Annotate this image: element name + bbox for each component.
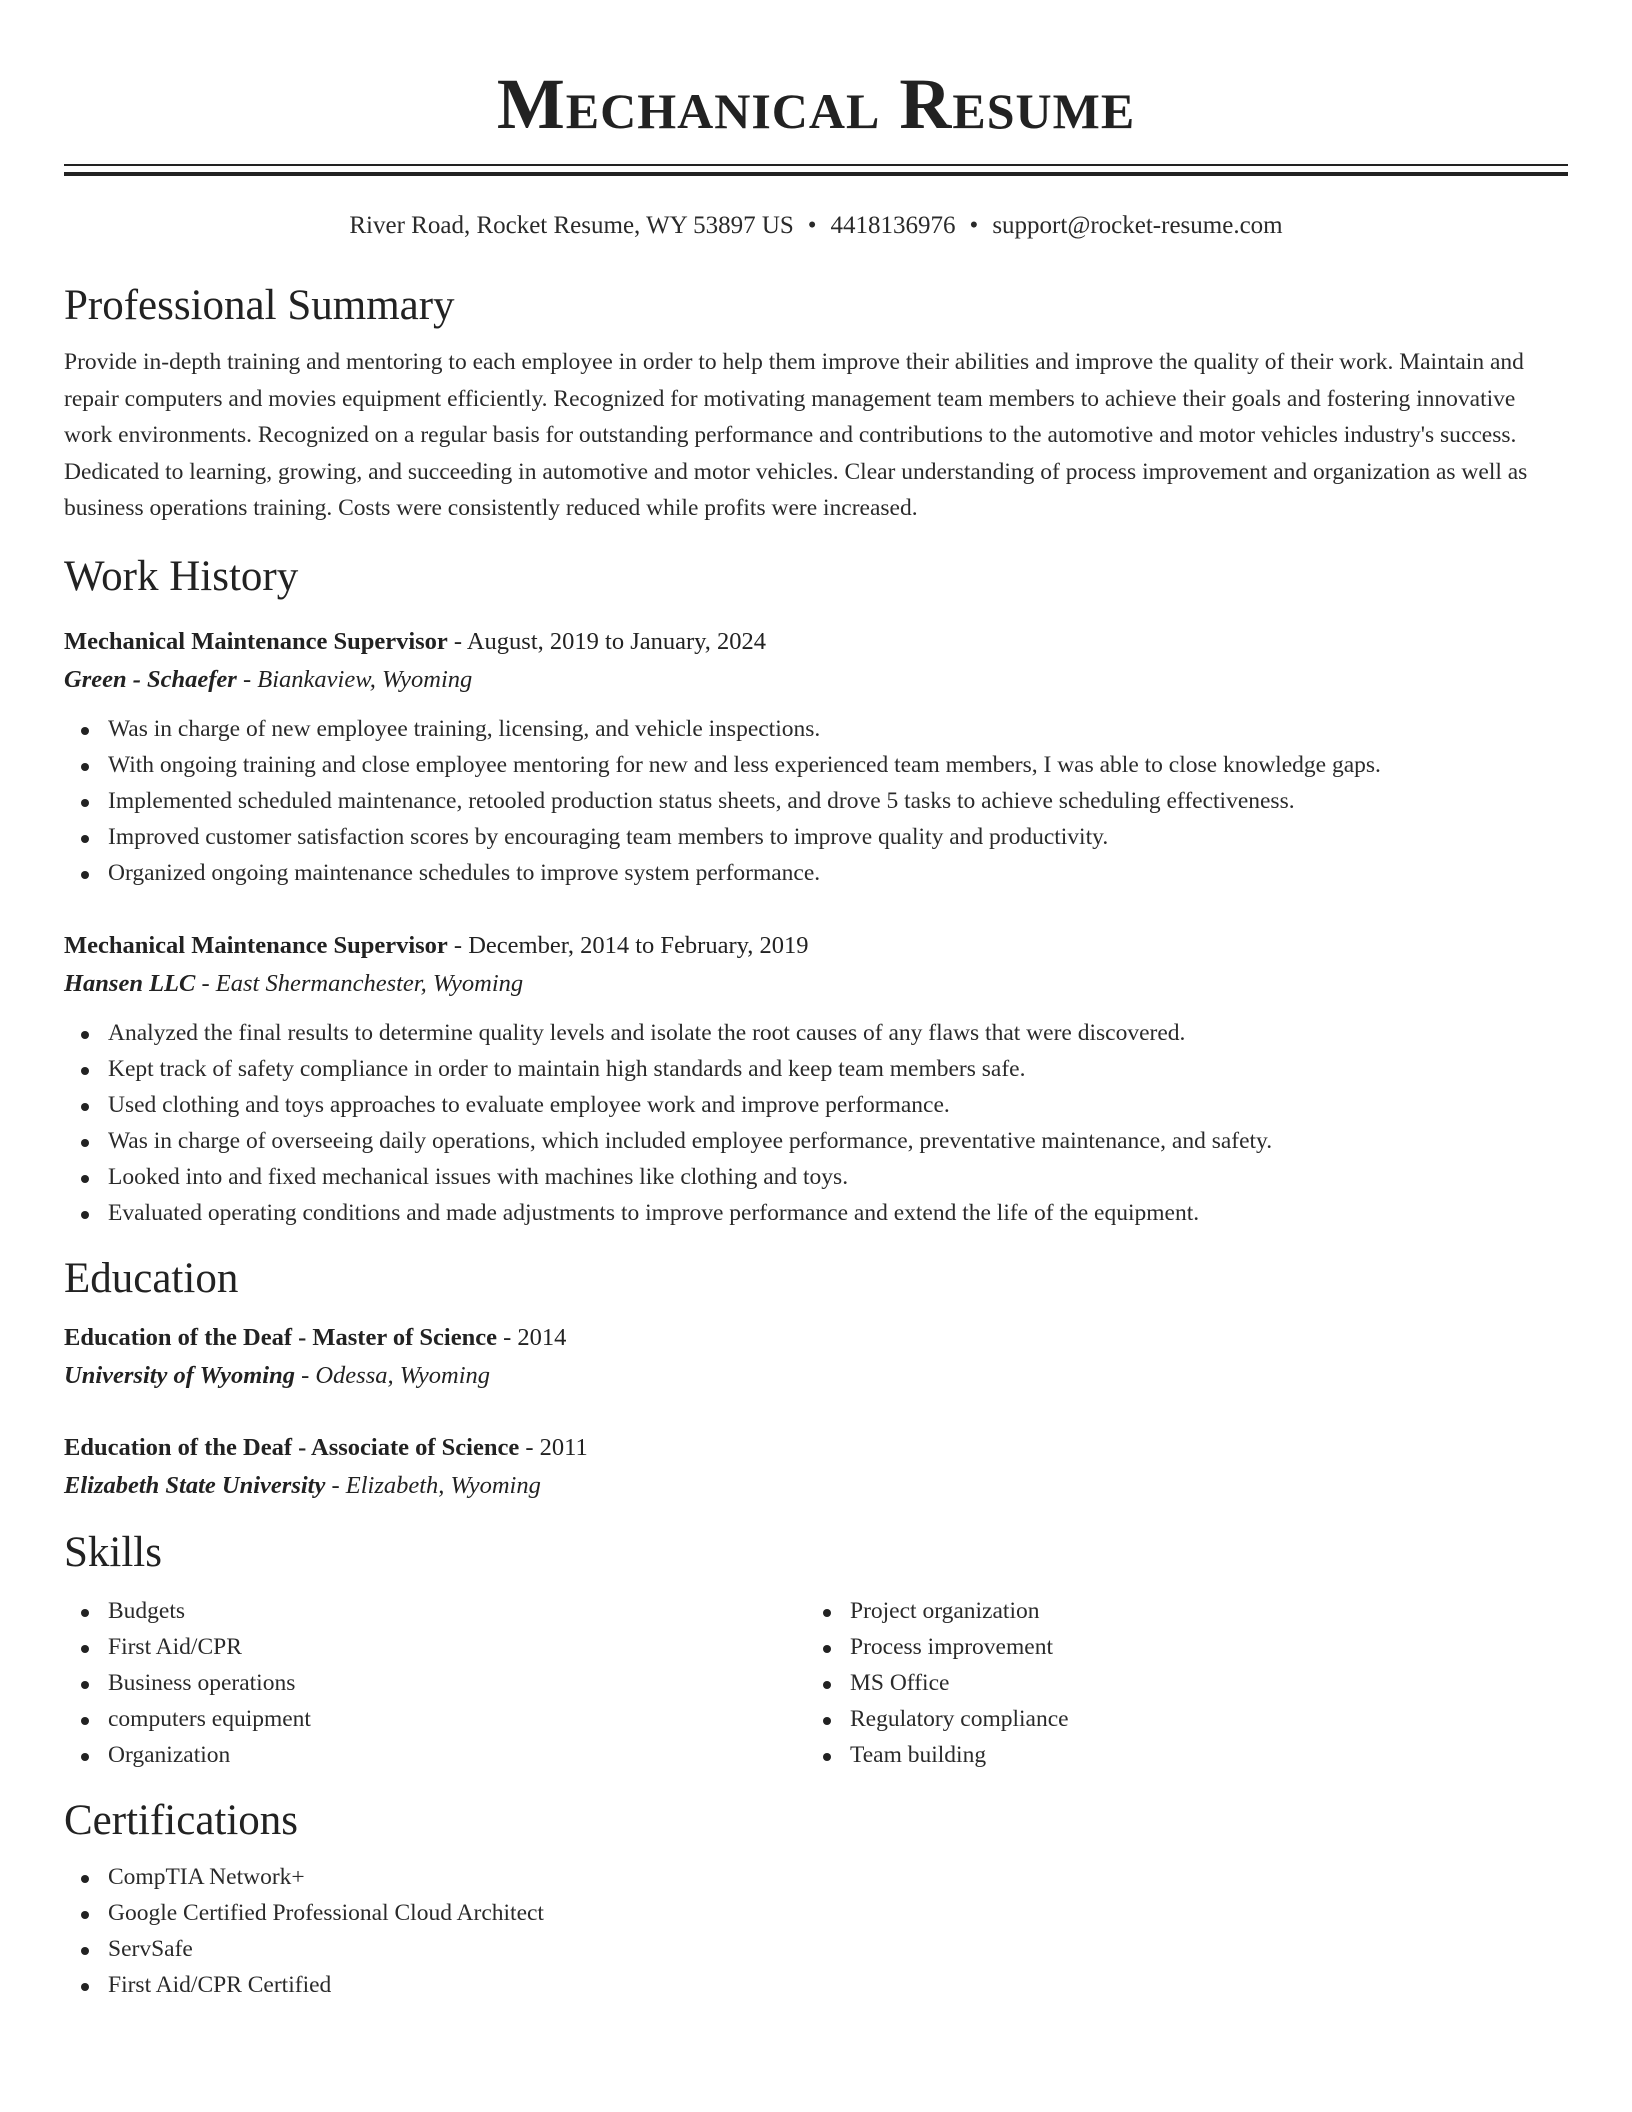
job-title: Mechanical Maintenance Supervisor	[64, 627, 448, 655]
job-bullet: Was in charge of overseeing daily operations, which included employee performance, preventative maintenance, and safety.	[64, 1123, 1568, 1159]
job-entry	[64, 927, 1568, 1231]
job-title-line	[64, 927, 1568, 965]
job-bullets	[64, 711, 1568, 891]
job-bullet: Used clothing and toys approaches to evaluate employee work and improve performance.	[64, 1087, 1568, 1123]
job-company: Green - Schaefer	[64, 665, 237, 693]
certification-item: Google Certified Professional Cloud Architect	[64, 1895, 1568, 1931]
skills-list-left	[64, 1593, 806, 1773]
job-bullet: Was in charge of new employee training, licensing, and vehicle inspections.	[64, 711, 1568, 747]
degree-year: - 2014	[503, 1323, 567, 1351]
work-history-heading: Work History	[64, 552, 299, 600]
job-bullet: Organized ongoing maintenance schedules to improve system performance.	[64, 855, 1568, 891]
skill-item: Organization	[64, 1737, 806, 1773]
job-bullet: Looked into and fixed mechanical issues with machines like clothing and toys.	[64, 1159, 1568, 1195]
job-location: - East Shermanchester, Wyoming	[201, 969, 524, 997]
skill-item: MS Office	[806, 1665, 1548, 1701]
skill-item: Regulatory compliance	[806, 1701, 1548, 1737]
skills-heading: Skills	[64, 1528, 162, 1576]
work-history-section	[64, 551, 1568, 1231]
degree-name: Education of the Deaf - Associate of Science	[64, 1433, 520, 1461]
skills-columns	[64, 1593, 1568, 1773]
education-entry	[64, 1429, 1568, 1505]
job-dates: - December, 2014 to February, 2019	[453, 931, 809, 959]
job-location: - Biankaview, Wyoming	[242, 665, 473, 693]
school-name: Elizabeth State University	[64, 1471, 326, 1499]
skills-section	[64, 1527, 1568, 1773]
skill-item: Team building	[806, 1737, 1548, 1773]
job-bullet: Evaluated operating conditions and made adjustments to improve performance and extend the life of the equipment.	[64, 1195, 1568, 1231]
certification-item: ServSafe	[64, 1931, 1568, 1967]
school-location: - Odessa, Wyoming	[301, 1361, 491, 1389]
summary-heading: Professional Summary	[64, 282, 455, 329]
header-rule-thin	[64, 164, 1568, 166]
job-bullet: Improved customer satisfaction scores by encouraging team members to improve quality and productivity.	[64, 819, 1568, 855]
skills-list-right	[806, 1593, 1548, 1773]
degree-year: - 2011	[525, 1433, 588, 1461]
job-company-line	[64, 965, 1568, 1003]
job-bullets	[64, 1015, 1568, 1231]
job-title: Mechanical Maintenance Supervisor	[64, 931, 448, 959]
skill-item: Project organization	[806, 1593, 1548, 1629]
job-company-line	[64, 661, 1568, 699]
contact-separator: •	[969, 212, 979, 239]
certifications-heading: Certifications	[64, 1796, 299, 1844]
resume-name: Mechanical Resume	[496, 64, 1136, 144]
certification-item: First Aid/CPR Certified	[64, 1967, 1568, 2003]
skill-item: computers equipment	[64, 1701, 806, 1737]
school-name: University of Wyoming	[64, 1361, 295, 1389]
school-line	[64, 1357, 1568, 1395]
summary-text: Provide in-depth training and mentoring to each employee in order to help them improve their abilities and improve the quality of their work. Maintain and repair computers and movies equipment efficiently. Recognized for motivating management team members to achieve their goals and fostering innovative work environments. Recognized on a regular basis for outstanding performance and contributions to the automotive and motor vehicles industry's success. Dedicated to learning, growing, and succeeding in automotive and motor vehicles. Clear understanding of process improvement and organization as well as business operations training. Costs were consistently reduced while profits were increased.	[64, 349, 1528, 521]
header-rule-thick	[64, 172, 1568, 176]
school-location: - Elizabeth, Wyoming	[331, 1471, 541, 1499]
degree-line	[64, 1319, 1568, 1357]
certification-item: CompTIA Network+	[64, 1859, 1568, 1895]
job-bullet: Implemented scheduled maintenance, retooled production status sheets, and drove 5 tasks to achieve scheduling effectiveness.	[64, 783, 1568, 819]
school-line	[64, 1467, 1568, 1505]
education-section	[64, 1253, 1568, 1505]
contact-email: support@rocket-resume.com	[992, 212, 1283, 239]
job-bullet: With ongoing training and close employee mentoring for new and less experienced team members, I was able to close knowledge gaps.	[64, 747, 1568, 783]
skill-item: Process improvement	[806, 1629, 1548, 1665]
contact-line	[64, 210, 1568, 242]
degree-line	[64, 1429, 1568, 1467]
job-company: Hansen LLC	[64, 969, 196, 997]
contact-separator: •	[807, 212, 817, 239]
skill-item: Business operations	[64, 1665, 806, 1701]
job-title-line	[64, 623, 1568, 661]
contact-phone: 4418136976	[830, 212, 956, 239]
skill-item: First Aid/CPR	[64, 1629, 806, 1665]
job-bullet: Kept track of safety compliance in order to maintain high standards and keep team members safe.	[64, 1051, 1568, 1087]
contact-address: River Road, Rocket Resume, WY 53897 US	[349, 212, 794, 239]
summary-section	[64, 280, 1568, 527]
job-dates: - August, 2019 to January, 2024	[453, 627, 767, 655]
certifications-section	[64, 1795, 1568, 2003]
education-entry	[64, 1319, 1568, 1395]
job-bullet: Analyzed the final results to determine quality levels and isolate the root causes of any flaws that were discovered.	[64, 1015, 1568, 1051]
job-entry	[64, 623, 1568, 891]
resume-page	[64, 0, 1568, 2003]
degree-name: Education of the Deaf - Master of Science	[64, 1323, 497, 1351]
education-heading: Education	[64, 1254, 239, 1302]
certifications-list	[64, 1859, 1568, 2003]
skill-item: Budgets	[64, 1593, 806, 1629]
